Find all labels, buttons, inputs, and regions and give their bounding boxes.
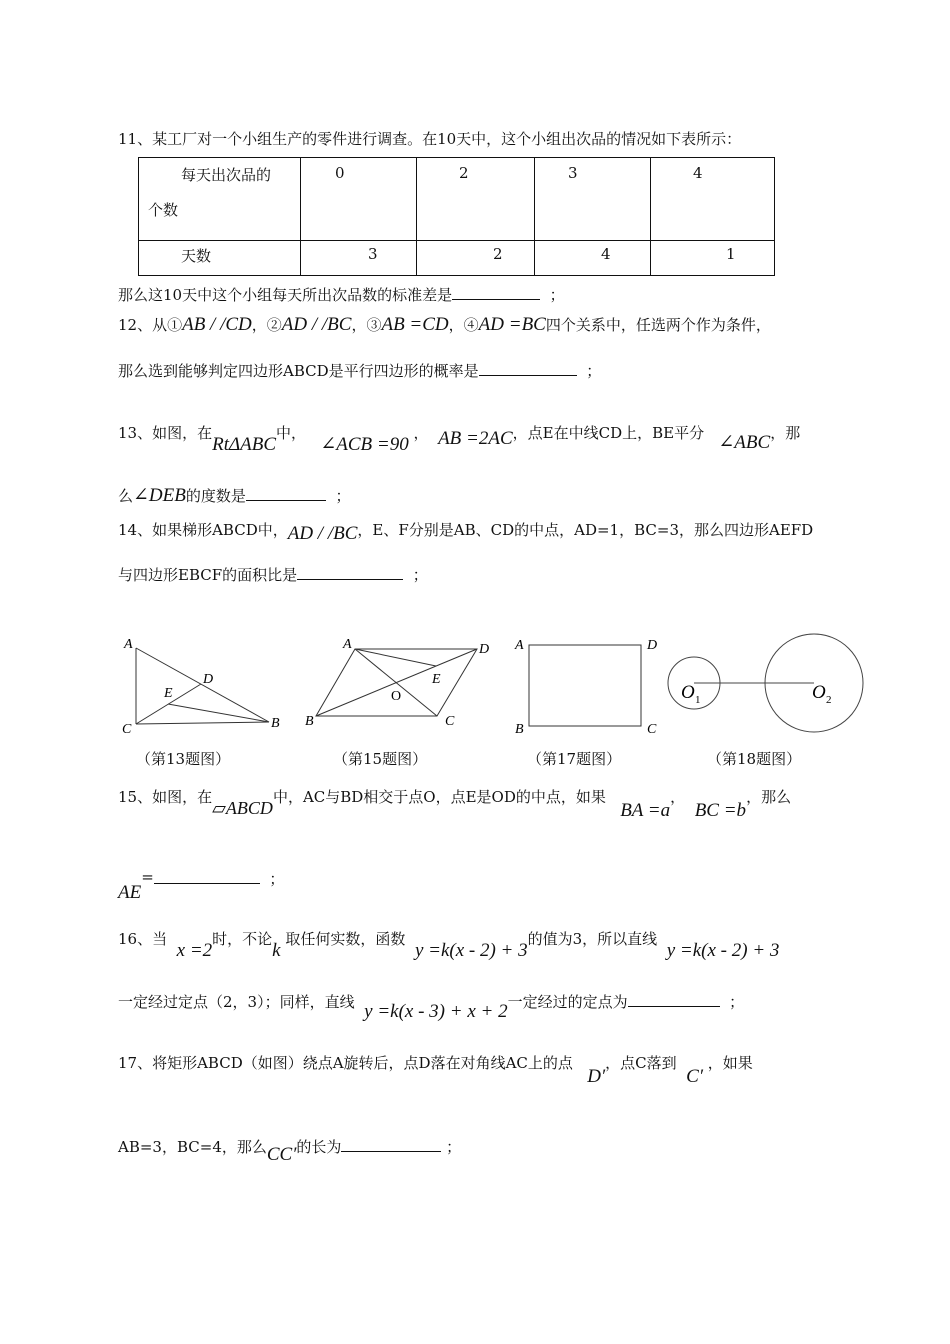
q12-cond2: AD / /BC [281, 314, 352, 335]
fig15-segment-ae [355, 649, 436, 666]
q16-line: y =k(x - 2) + 3 [666, 940, 780, 961]
q16-function: y =k(x - 2) + 3 [414, 940, 528, 961]
q17-line2a: AB=3，BC=4，那么 [118, 1138, 267, 1156]
row1-label-line2: 个数 [148, 201, 179, 219]
fig15-label-o: O [391, 689, 402, 704]
q16-line2a: 一定经过定点（2，3）；同样，直线 [118, 993, 355, 1011]
q16-line1 [118, 928, 780, 961]
q12-sep1: ，② [251, 316, 282, 334]
q13-angle-acb: ∠ACB =90 [320, 434, 409, 455]
fig13-label-d: D [203, 672, 214, 687]
q12-cond4: AD =BC [478, 314, 546, 335]
fig13-label-e: E [164, 686, 173, 701]
fig17-label-b: B [515, 722, 524, 737]
q17-prefix: 17、将矩形ABCD（如图）绕点A旋转后，点D落在对角线AC上的点 [118, 1054, 573, 1072]
q16-line2 [118, 991, 745, 1022]
fig15-label-a: A [343, 637, 352, 652]
q17-cc-prime: CC′ [266, 1144, 297, 1165]
q15-prefix: 15、如图，在 [118, 788, 213, 806]
q13-t2: ， [413, 424, 429, 442]
table-cell: 4 [601, 245, 611, 263]
q12-cond3: AB =CD [381, 314, 449, 335]
q15-equals: = [141, 868, 154, 886]
q16-prefix: 16、当 [118, 930, 168, 948]
fig18-diagram [668, 634, 863, 732]
q15-parallelogram: ▱ABCD [212, 798, 273, 818]
table-cell: 2 [493, 245, 503, 263]
q16-line2b: 一定经过的定点为 [507, 993, 628, 1011]
fig15-diagonal-bd [316, 649, 477, 716]
q17-t1: ，点C落到 [605, 1054, 677, 1072]
row1-label-line1: 每天出次品的 [181, 166, 272, 184]
table-cell: 3 [368, 245, 378, 263]
q16-x-eq: x =2 [176, 940, 213, 961]
fig18-caption: （第18题图） [707, 750, 802, 768]
q12-tail: 四个关系中，任选两个作为条件， [545, 316, 771, 334]
q13-ab-eq: AB =2AC [438, 428, 513, 449]
q13-end: ； [335, 487, 351, 505]
fig13-label-a: A [124, 637, 133, 652]
q13-t4: ，那 [770, 424, 801, 442]
table-cell: 2 [459, 164, 469, 182]
table-cell: 0 [335, 164, 345, 182]
table-cell: 3 [568, 164, 578, 182]
q17-line2b: 的长为 [296, 1138, 342, 1156]
fig13-label-c: C [122, 722, 132, 737]
q12-question: 那么选到能够判定四边形ABCD是平行四边形的概率是 [118, 362, 479, 380]
answer-blank[interactable] [628, 992, 720, 1007]
q12-prefix: 12、从① [118, 316, 183, 334]
q13-t1: 中， [276, 424, 307, 442]
fig15-diagram [316, 649, 477, 716]
fig15-label-e: E [432, 672, 441, 687]
table-cell: 1 [726, 245, 736, 263]
fig13-label-b: B [271, 716, 280, 731]
q16-line2-eq: y =k(x - 3) + x + 2 [364, 1001, 508, 1022]
fig15-label-c: C [445, 714, 455, 729]
q13-prefix: 13、如图，在 [118, 424, 213, 442]
fig17-label-d: D [647, 638, 658, 653]
q17-line1 [118, 1052, 753, 1087]
q16-t1: 时，不论 [212, 930, 273, 948]
fig15-caption: （第15题图） [333, 750, 428, 768]
q17-d-prime: D′ [587, 1066, 606, 1087]
q15-vector-ae: AE [118, 882, 142, 903]
q17-line2 [118, 1136, 462, 1165]
q15-end: ； [269, 870, 285, 888]
q13-angle-abc: ∠ABC [718, 432, 771, 453]
q11-end: ； [549, 286, 565, 304]
q15-line1 [118, 786, 792, 821]
q15-line2 [118, 868, 285, 903]
fig18-label-o1: O [681, 682, 695, 703]
q15-t2: ， [670, 788, 686, 806]
fig15-label-d: D [479, 642, 490, 657]
fig17-caption: （第17题图） [527, 750, 622, 768]
q11-after-text: 那么这10天中这个小组每天所出次品数的标准差是 [118, 286, 453, 304]
q13-line2a: 么 [118, 487, 134, 505]
q15-t1: 中，AC与BD相交于点O，点E是OD的中点，如果 [272, 788, 606, 806]
q16-t2: 取任何实数，函数 [285, 930, 406, 948]
q16-t3: 的值为3，所以直线 [527, 930, 658, 948]
q13-line2b: 的度数是 [185, 487, 246, 505]
q16-end: ； [729, 993, 745, 1011]
q14-parallel: AD / /BC [287, 523, 358, 544]
q17-t2: ，如果 [707, 1054, 753, 1072]
fig17-label-a: A [515, 638, 524, 653]
q12-sep3: ，④ [448, 316, 479, 334]
answer-blank[interactable] [341, 1137, 441, 1152]
q14-t1: ，E、F分别是AB、CD的中点，AD=1，BC=3，那么四边形AEFD [357, 521, 814, 539]
fig18-label-o2-sub: 2 [826, 694, 832, 706]
q12-end: ； [586, 362, 602, 380]
q11-text: 11、某工厂对一个小组生产的零件进行调查。在10天中，这个小组出次品的情况如下表所示： [118, 130, 742, 148]
q14-question: 与四边形EBCF的面积比是 [118, 566, 298, 584]
q17-c-prime: C′ [686, 1066, 703, 1087]
q15-t3: ，那么 [746, 788, 792, 806]
q14-prefix: 14、如果梯形ABCD中， [118, 521, 288, 539]
fig15-label-b: B [305, 714, 314, 729]
q13-angle-deb: ∠DEB [133, 485, 186, 506]
fig18-label-o2: O [812, 682, 826, 703]
answer-blank[interactable] [154, 869, 260, 884]
fig17-rectangle [529, 645, 641, 726]
q15-vector-bc: BC =b [694, 800, 747, 821]
fig13-caption: （第13题图） [136, 750, 231, 768]
q12-cond1: AB / /CD [182, 314, 252, 335]
fig13-side-cb [136, 722, 269, 724]
row2-label: 天数 [181, 247, 212, 265]
table-cell: 4 [693, 164, 703, 182]
q13-triangle: RtΔABC [212, 434, 277, 455]
q17-end: ； [446, 1138, 462, 1156]
q16-k: k [272, 940, 281, 961]
fig18-label-o1-sub: 1 [695, 694, 701, 706]
q14-end: ； [412, 566, 428, 584]
fig17-label-c: C [647, 722, 657, 737]
q13-t3: ，点E在中线CD上，BE平分 [512, 424, 705, 442]
q15-vector-ba: BA =a [620, 800, 671, 821]
q12-sep2: ，③ [351, 316, 382, 334]
